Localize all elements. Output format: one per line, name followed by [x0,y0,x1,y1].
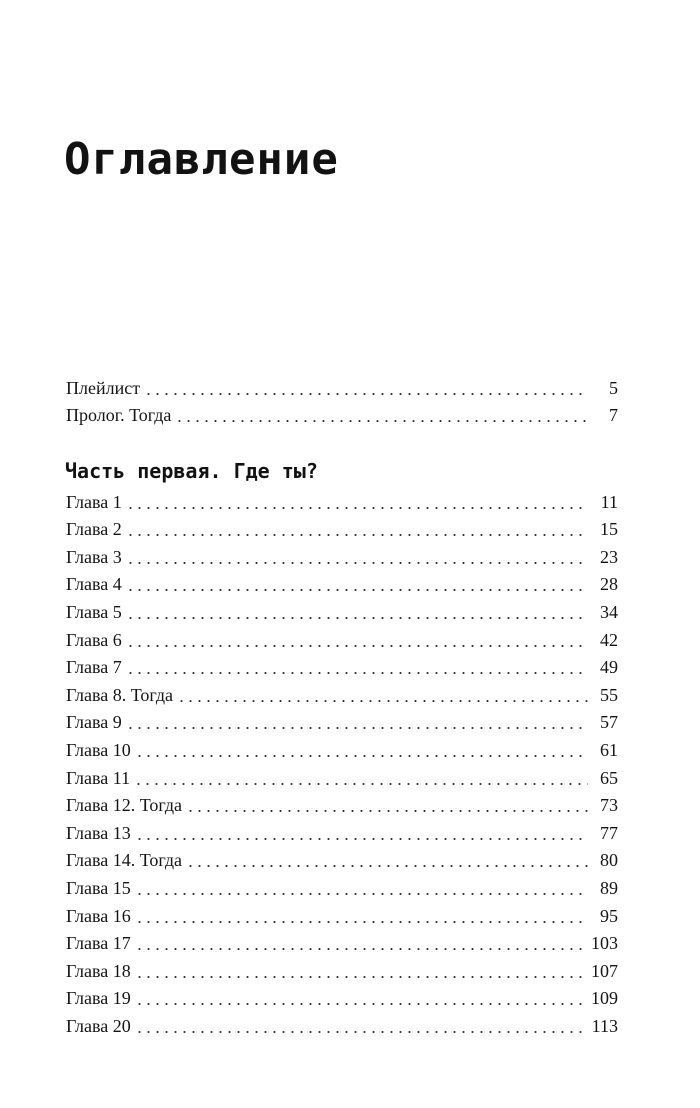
dot-leader [135,1003,583,1005]
toc-entry-page: 49 [600,657,618,678]
toc-entry [66,902,618,930]
toc-entry [66,654,618,682]
dot-leader [135,948,583,950]
toc-entry-label: Глава 12. Тогда [66,795,183,816]
toc-entry-label: Глава 1 [66,491,122,512]
toc-entry [66,736,618,764]
toc-entry-label: Глава 20 [66,1015,131,1036]
toc-entry-label: Глава 18 [66,960,131,981]
toc-front-matter [66,374,618,429]
dot-leader [186,865,588,867]
toc-entry-label: Глава 16 [66,905,131,926]
dot-leader [126,589,588,591]
toc-entry-label: Глава 19 [66,988,131,1009]
toc-entry [66,1012,618,1040]
toc-entry-label: Глава 17 [66,933,131,954]
toc-entry [66,957,618,985]
toc-entry [66,847,618,875]
toc-entry-page: 7 [609,405,618,426]
dot-leader [175,420,588,422]
toc-entry-label: Глава 14. Тогда [66,850,183,871]
page-title: Оглавление [64,134,339,185]
toc-entry-label: Глава 13 [66,822,131,843]
dot-leader [126,562,588,564]
toc-entry-label: Глава 7 [66,657,122,678]
toc-entry [66,792,618,820]
dot-leader [126,727,588,729]
toc-entry [66,626,618,654]
toc-entry [66,764,618,792]
toc-entry-page: 42 [600,629,618,650]
toc-entry-page: 28 [600,574,618,595]
toc-entry [66,985,618,1013]
toc-part-one-list [66,488,618,1040]
toc-entry-label: Глава 2 [66,519,122,540]
toc-entry-label: Глава 5 [66,601,122,622]
dot-leader [126,507,588,509]
toc-entry [66,543,618,571]
toc-entry [66,374,618,402]
toc-entry-label: Плейлист [66,377,141,398]
toc-entry-label: Глава 10 [66,739,131,760]
toc-entry-label: Глава 15 [66,877,131,898]
dot-leader [126,645,588,647]
dot-leader [126,672,588,674]
toc-entry [66,681,618,709]
dot-leader [186,810,588,812]
toc-entry [66,516,618,544]
dot-leader [177,700,588,702]
toc-entry-page: 107 [591,960,618,981]
toc-entry-page: 65 [600,767,618,788]
dot-leader [135,921,588,923]
toc-entry-page: 113 [591,1015,618,1036]
toc-entry [66,874,618,902]
dot-leader [135,1031,584,1033]
toc-entry-page: 61 [600,739,618,760]
toc-entry [66,598,618,626]
part-heading: Часть первая. Где ты? [65,459,318,483]
toc-entry-page: 11 [600,491,618,512]
dot-leader [135,755,588,757]
toc-entry-label: Глава 8. Тогда [66,684,174,705]
toc-entry-label: Глава 3 [66,546,122,567]
dot-leader [126,617,588,619]
toc-entry-label: Пролог. Тогда [66,405,172,426]
toc-entry-page: 95 [600,905,618,926]
toc-entry-label: Глава 11 [66,767,131,788]
toc-entry [66,819,618,847]
toc-entry-page: 89 [600,877,618,898]
toc-entry-page: 34 [600,601,618,622]
dot-leader [135,893,588,895]
toc-entry-page: 103 [591,933,618,954]
dot-leader [144,393,588,395]
toc-entry [66,709,618,737]
toc-entry-page: 5 [609,377,618,398]
dot-leader [134,783,588,785]
dot-leader [126,534,588,536]
dot-leader [135,838,588,840]
toc-entry-label: Глава 9 [66,712,122,733]
toc-entry-label: Глава 6 [66,629,122,650]
toc-entry-page: 73 [600,795,618,816]
toc-entry-page: 77 [600,822,618,843]
toc-entry-label: Глава 4 [66,574,122,595]
toc-entry-page: 80 [600,850,618,871]
toc-entry [66,402,618,430]
toc-entry-page: 57 [600,712,618,733]
toc-entry-page: 55 [600,684,618,705]
toc-entry-page: 23 [600,546,618,567]
dot-leader [135,976,583,978]
toc-entry [66,488,618,516]
toc-entry-page: 109 [591,988,618,1009]
toc-entry-page: 15 [600,519,618,540]
toc-entry [66,930,618,958]
toc-entry [66,571,618,599]
